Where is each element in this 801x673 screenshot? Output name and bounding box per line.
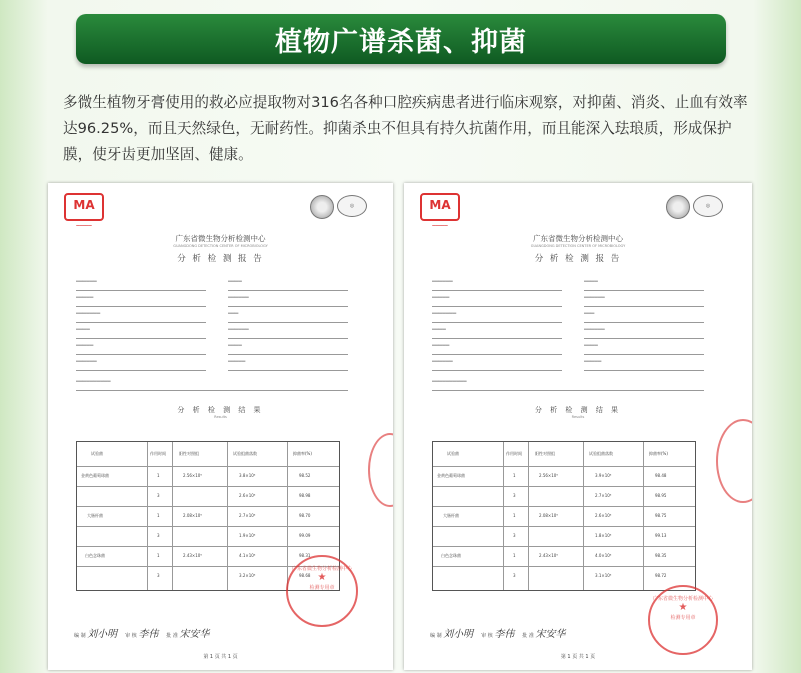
cnas-oval-icon: ◎	[693, 195, 723, 217]
report-title: 分 析 检 测 报 告	[177, 254, 264, 264]
table-cell: 98.95	[655, 493, 667, 498]
intro-paragraph: 多微生植物牙膏使用的救必应提取物对316名各种口腔疾病患者进行临床观察，对抑菌、消炎、止血有效率达96.25%，而且天然绿色，无耐药性。抑菌杀虫不但具有持久抗菌作用，而且能深入珐琅质，形成保护膜，使牙齿更加坚固、健康。	[63, 94, 748, 163]
certification-logos	[310, 195, 367, 219]
table-cell: 98.70	[299, 513, 311, 518]
info-line: ▔▔▔▔	[584, 279, 704, 291]
test-report-left	[48, 183, 393, 670]
table-header-cell: 抑菌率(%)	[649, 451, 668, 456]
test-report-right	[404, 183, 752, 670]
table-cell: 3	[513, 573, 516, 578]
info-line: ▔▔▔▔▔▔▔	[432, 311, 562, 323]
table-cell: 1	[513, 553, 516, 558]
table-cell: 3	[513, 493, 516, 498]
table-cell: 98.75	[655, 513, 667, 518]
table-header-cell: 阳性对照组	[179, 451, 199, 456]
table-cell: 2.56×10⁵	[539, 473, 558, 478]
info-line: ▔▔▔▔	[228, 279, 348, 291]
info-line: ▔▔▔▔	[432, 327, 562, 339]
cert-round-icon	[310, 195, 334, 219]
official-stamp	[286, 555, 358, 627]
table-cell: 3	[513, 533, 516, 538]
table-cell: 98.31	[299, 553, 311, 558]
table-header-cell: 作用时间	[150, 451, 166, 456]
info-line: ▔▔▔▔	[76, 327, 206, 339]
table-cell: 2.6×10³	[595, 513, 612, 518]
table-cell: 4.1×10³	[239, 553, 256, 558]
info-line: ▔▔▔	[584, 311, 704, 323]
ma-logo-mark: MA	[420, 193, 460, 221]
sig-name: 刘小明	[87, 629, 118, 640]
info-line: ▔▔▔▔▔	[432, 295, 562, 307]
table-cell: 大肠杆菌	[443, 513, 459, 518]
stamp-star-icon: ★	[317, 572, 327, 583]
info-line: ▔▔▔▔▔	[76, 295, 206, 307]
sig-label: 审 核	[481, 633, 493, 639]
table-header-cell: 试验组菌落数	[233, 451, 257, 456]
table-cell: 99.09	[299, 533, 311, 538]
info-line: ▔▔▔▔▔▔	[432, 279, 562, 291]
org-name: 广东省微生物分析检测中心	[533, 234, 623, 243]
page-number: 第 1 页 共 1 页	[560, 654, 596, 660]
table-cell: 1	[513, 513, 516, 518]
table-cell: 1	[157, 473, 160, 478]
org-name: 广东省微生物分析检测中心	[175, 234, 266, 243]
official-stamp	[648, 585, 718, 655]
results-en: Results	[214, 415, 227, 419]
page-number: 第 1 页 共 1 页	[203, 654, 238, 660]
table-cell: 1	[157, 553, 160, 558]
certification-logos	[666, 195, 723, 219]
table-cell: 白色念珠菌	[85, 553, 105, 558]
ma-logo	[420, 193, 460, 226]
table-cell: 白色念珠菌	[441, 553, 461, 558]
info-line: ▔▔▔	[228, 311, 348, 323]
org-name-en: GUANGDONG DETECTION CENTER OF MICROBIOLOGY	[173, 244, 268, 248]
table-cell: 3	[157, 493, 160, 498]
sig-label: 编 制	[74, 633, 86, 639]
sig-name: 李伟	[138, 629, 159, 640]
ma-logo	[64, 193, 104, 226]
info-line: ▔▔▔▔	[228, 343, 348, 355]
ma-logo-sub: ▁▁▁▁▁	[76, 221, 92, 226]
seam-stamp	[368, 433, 393, 507]
info-line: ▔▔▔▔▔▔	[432, 359, 562, 371]
table-cell: 1.9×10³	[239, 533, 256, 538]
results-title: 分 析 检 测 结 果	[177, 406, 264, 414]
table-cell: 2.7×10³	[595, 493, 612, 498]
table-cell: 2.7×10³	[239, 513, 256, 518]
banner-title: 植物广谱杀菌、抑菌	[275, 26, 527, 58]
table-cell: 3.1×10³	[595, 573, 612, 578]
info-line: ▔▔▔▔	[584, 343, 704, 355]
signature-row	[74, 625, 209, 640]
info-line: ▔▔▔▔▔	[432, 343, 562, 355]
stamp-sub: 检测专用章	[309, 585, 335, 591]
info-line: ▔▔▔▔▔▔	[584, 295, 704, 307]
info-line: ▔▔▔▔▔	[584, 359, 704, 371]
sig-label: 批 准	[166, 633, 178, 639]
table-cell: 2.08×10⁵	[539, 513, 558, 518]
table-cell: 金黄色葡萄球菌	[437, 473, 465, 478]
info-line: ▔▔▔▔▔	[228, 359, 348, 371]
table-cell: 2.43×10⁵	[539, 553, 558, 558]
stamp-text: 广东省微生物分析检测中心	[291, 566, 352, 572]
table-header-cell: 试验组菌落数	[589, 451, 613, 456]
table-cell: 3	[157, 533, 160, 538]
info-line: ▔▔▔▔▔	[76, 343, 206, 355]
table-cell: 2.43×10⁵	[183, 553, 202, 558]
sig-label: 批 准	[522, 633, 534, 639]
table-header-cell: 试验菌	[447, 451, 459, 456]
info-line: ▔▔▔▔▔▔	[76, 279, 206, 291]
table-cell: 98.52	[299, 473, 311, 478]
cnas-oval-icon: ◎	[337, 195, 367, 217]
ma-logo-mark: MA	[64, 193, 104, 221]
sig-name: 宋安华	[535, 629, 566, 640]
table-cell: 98.72	[655, 573, 667, 578]
table-cell: 4.0×10³	[595, 553, 612, 558]
signature-row	[430, 625, 565, 640]
table-cell: 大肠杆菌	[87, 513, 103, 518]
sig-name: 刘小明	[443, 629, 474, 640]
table-cell: 金黄色葡萄球菌	[81, 473, 109, 478]
ma-logo-sub: ▁▁▁▁▁	[432, 221, 448, 226]
stamp-star-icon: ★	[678, 602, 688, 613]
table-cell: 98.98	[299, 493, 311, 498]
sig-name: 宋安华	[179, 629, 210, 640]
table-cell: 99.13	[655, 533, 667, 538]
table-cell: 3	[157, 573, 160, 578]
info-line: ▔▔▔▔▔▔	[228, 327, 348, 339]
info-line: ▔▔▔▔▔▔▔▔▔▔	[76, 379, 348, 391]
stamp-sub: 检测专用章	[670, 615, 696, 621]
sig-name: 李伟	[494, 629, 515, 640]
table-header-cell: 阳性对照组	[535, 451, 555, 456]
seam-stamp	[716, 419, 752, 503]
info-line: ▔▔▔▔▔▔▔	[76, 311, 206, 323]
cert-round-icon	[666, 195, 690, 219]
table-cell: 3.8×10³	[239, 473, 256, 478]
results-table	[432, 441, 696, 591]
stamp-text: 广东省微生物分析检测中心	[652, 596, 713, 602]
info-line: ▔▔▔▔▔▔▔▔▔▔	[432, 379, 704, 391]
table-header-cell: 抑菌率(%)	[293, 451, 312, 456]
table-cell: 3.2×10³	[239, 573, 256, 578]
table-header-cell: 试验菌	[91, 451, 103, 456]
table-cell: 2.08×10⁵	[183, 513, 202, 518]
report-title: 分 析 检 测 报 告	[534, 254, 622, 264]
sig-label: 编 制	[430, 633, 442, 639]
table-cell: 2.56×10⁵	[183, 473, 202, 478]
title-banner	[76, 14, 726, 64]
sig-label: 审 核	[125, 633, 137, 639]
table-cell: 3.9×10³	[595, 473, 612, 478]
table-cell: 1	[513, 473, 516, 478]
info-line: ▔▔▔▔▔▔	[228, 295, 348, 307]
table-cell: 98.68	[299, 573, 311, 578]
org-name-en: GUANGDONG DETECTION CENTER OF MICROBIOLOGY	[530, 244, 626, 248]
results-en: Results	[571, 415, 585, 419]
table-cell: 2.6×10³	[239, 493, 256, 498]
table-cell: 98.48	[655, 473, 667, 478]
table-cell: 1	[157, 513, 160, 518]
results-title: 分 析 检 测 结 果	[534, 406, 622, 414]
table-header-cell: 作用时间	[506, 451, 522, 456]
table-cell: 98.35	[655, 553, 667, 558]
info-line: ▔▔▔▔▔▔	[76, 359, 206, 371]
table-cell: 1.8×10³	[595, 533, 612, 538]
info-line: ▔▔▔▔▔▔	[584, 327, 704, 339]
